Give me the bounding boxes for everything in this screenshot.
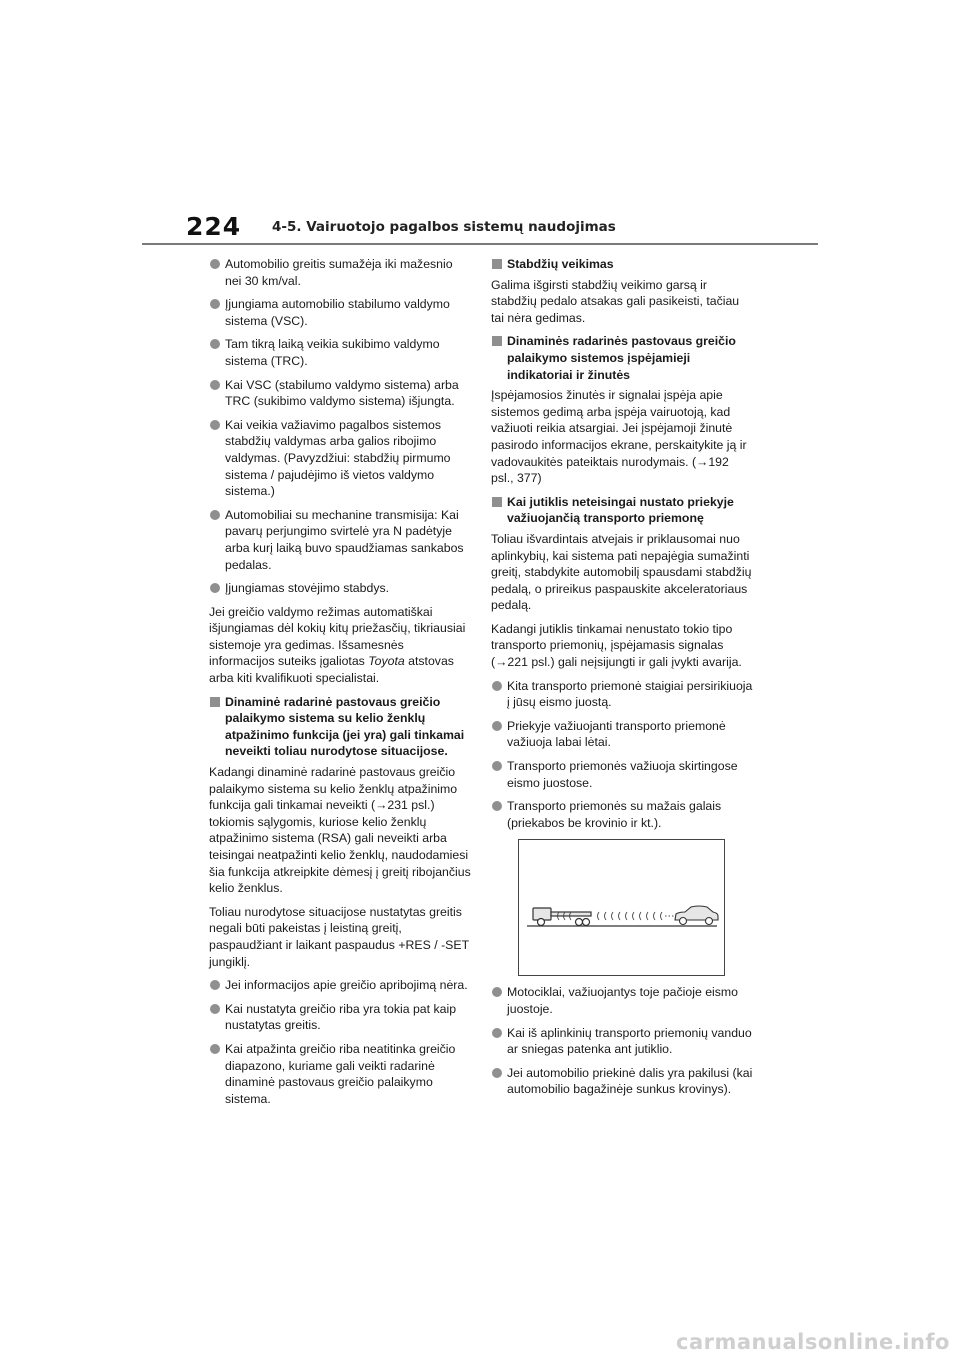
page-header: [186, 212, 816, 252]
bullet-dot-icon: [210, 980, 220, 990]
trailer-icon: [533, 908, 591, 926]
left-column: [209, 256, 471, 1114]
list-item: Įjungiamas stovėjimo stabdys.: [209, 580, 471, 597]
bullet-dot-icon: [210, 1044, 220, 1054]
bullet-dot-icon: [492, 1068, 502, 1078]
list-item: Automobiliai su mechanine transmisija: Kai pavarų perjungimo svirtelė yra N padėtyje arba kurį laiką buvo spaudžiamas sankabos pedalas.: [209, 507, 471, 573]
bullet-dot-icon: [210, 583, 220, 593]
body-paragraph: Kadangi jutiklis tinkamai nenustato tokio tipo transporto priemonių, įspėjamasis signalas (→221 psl.) gali neįsijungti ir gali įvykti avarija.: [491, 621, 742, 670]
list-item: Kai atpažinta greičio riba neatitinka greičio diapazono, kuriame gali veikti radarinė dinaminė pastovaus greičio palaikymo sistema.: [209, 1041, 471, 1107]
body-paragraph: Toliau išvardintais atvejais ir priklausomai nuo aplinkybių, kai sistema pati nepajėgia sumažinti greitį, stabdykite automobilį spausdami stabdžių pedalą, o prireikus paspauskite akceleratoriaus pedalą.: [491, 531, 752, 613]
bullet-dot-icon: [210, 420, 220, 430]
list-item: Tam tikrą laiką veikia sukibimo valdymo sistema (TRC).: [209, 336, 471, 369]
subsection-heading: Kai jutiklis neteisingai nustato priekyje važiuojančią transporto priemonę: [491, 494, 753, 527]
list-item: Jei informacijos apie greičio apribojimą nėra.: [209, 977, 471, 994]
bullet-dot-icon: [492, 987, 502, 997]
square-bullet-icon: [492, 497, 502, 507]
bullet-dot-icon: [492, 801, 502, 811]
square-bullet-icon: [492, 259, 502, 269]
right-column: [491, 256, 753, 1105]
subsection-heading: Stabdžių veikimas: [491, 256, 753, 273]
list-item: Kai veikia važiavimo pagalbos sistemos stabdžių valdymas arba galios ribojimo valdymas. (Pavyzdžiui: stabdžių pirmumo sistema / pajudėjimo iš vietos valdymo sistema.): [209, 417, 471, 500]
list-item: Kai iš aplinkinių transporto priemonių vanduo ar sniegas patenka ant jutiklio.: [491, 1025, 753, 1058]
square-bullet-icon: [492, 336, 502, 346]
section-title: 4-5. Vairuotojo pagalbos sistemų naudojimas: [272, 219, 616, 235]
list-item: Priekyje važiuojanti transporto priemonė važiuoja labai lėtai.: [491, 718, 753, 751]
watermark: carmanualsonline.info: [676, 1330, 950, 1354]
body-paragraph: Kadangi dinaminė radarinė pastovaus greičio palaikymo sistema su kelio ženklų atpažinimo funkcija gali tinkamai neveikti (→231 psl.) tokiomis sąlygomis, kuriose kelio ženklų atpažinimo sistema (RSA) gali neveikti arba teisingai neatpažinti kelio ženklų, naudodamiesi šia funkcija atkreipkite dėmesį į greitį ribojančius kelio ženklus.: [209, 765, 471, 896]
list-item: Jei automobilio priekinė dalis yra pakilusi (kai automobilio bagažinėje sunkus krovinys).: [491, 1065, 753, 1098]
brand-name: Toyota: [368, 654, 405, 669]
square-bullet-icon: [210, 697, 220, 707]
bullet-dot-icon: [210, 339, 220, 349]
bullet-dot-icon: [210, 380, 220, 390]
list-item: Kita transporto priemonė staigiai persirikiuoja į jūsų eismo juostą.: [491, 678, 753, 711]
illustration-trailer-and-car: [518, 839, 725, 976]
body-paragraph: Jei greičio valdymo režimas automatiškai išjungiamas dėl kokių kitų priežasčių, tikriausiai sistemoje yra gedimas. Išsamesnės informacijos suteiks įgaliotas Toyota atstovas arba kiti kvalifikuoti specialistai.: [209, 604, 466, 686]
list-item: Motociklai, važiuojantys toje pačioje eismo juostoje.: [491, 984, 753, 1017]
subsection-heading: Dinaminė radarinė pastovaus greičio palaikymo sistema su kelio ženklų atpažinimo funkcija (jei yra) gali tinkamai neveikti toliau nurodytose situacijose.: [209, 694, 471, 760]
subsection-heading: Dinaminės radarinės pastovaus greičio palaikymo sistemos įspėjamieji indikatoriai ir žinutės: [491, 333, 753, 383]
bullet-dot-icon: [210, 259, 220, 269]
list-item: Įjungiama automobilio stabilumo valdymo sistema (VSC).: [209, 296, 471, 329]
bullet-dot-icon: [492, 721, 502, 731]
bullet-dot-icon: [210, 1004, 220, 1014]
bullet-dot-icon: [492, 1028, 502, 1038]
car-icon: [675, 906, 718, 925]
bullet-dot-icon: [210, 299, 220, 309]
bullet-dot-icon: [492, 761, 502, 771]
list-item: Kai nustatyta greičio riba yra tokia pat kaip nustatytas greitis.: [209, 1001, 471, 1034]
list-item: Kai VSC (stabilumo valdymo sistema) arba TRC (sukibimo valdymo sistema) išjungta.: [209, 377, 471, 410]
illustration-svg: [519, 840, 724, 975]
body-paragraph: Įspėjamosios žinutės ir signalai įspėja apie sistemos gedimą arba įspėja vairuotoją, kad važiuoti reikia atsargiai. Jei įspėjamoji žinutė pasirodo informacijos ekrane, perskaitykite ją ir vadovaukitės pateiktais nurodymais. (→192 psl., 377): [491, 388, 747, 486]
list-item: Automobilio greitis sumažėja iki mažesnio nei 30 km/val.: [209, 256, 471, 289]
body-paragraph: Toliau nurodytose situacijose nustatytas greitis negali būti pakeistas į leistiną greitį, paspaudžiant ir laikant paspaudus +RES / -SET jungiklį.: [209, 904, 469, 969]
header-divider: [142, 243, 818, 245]
list-item: Transporto priemonės su mažais galais (priekabos be krovinio ir kt.).: [491, 798, 753, 831]
page-number: 224: [186, 212, 242, 241]
body-paragraph: Galima išgirsti stabdžių veikimo garsą ir stabdžių pedalo atsakas gali pasikeisti, tačiau tai nėra gedimas.: [491, 277, 740, 325]
list-item: Transporto priemonės važiuoja skirtingose eismo juostose.: [491, 758, 753, 791]
bullet-dot-icon: [210, 510, 220, 520]
bullet-dot-icon: [492, 681, 502, 691]
